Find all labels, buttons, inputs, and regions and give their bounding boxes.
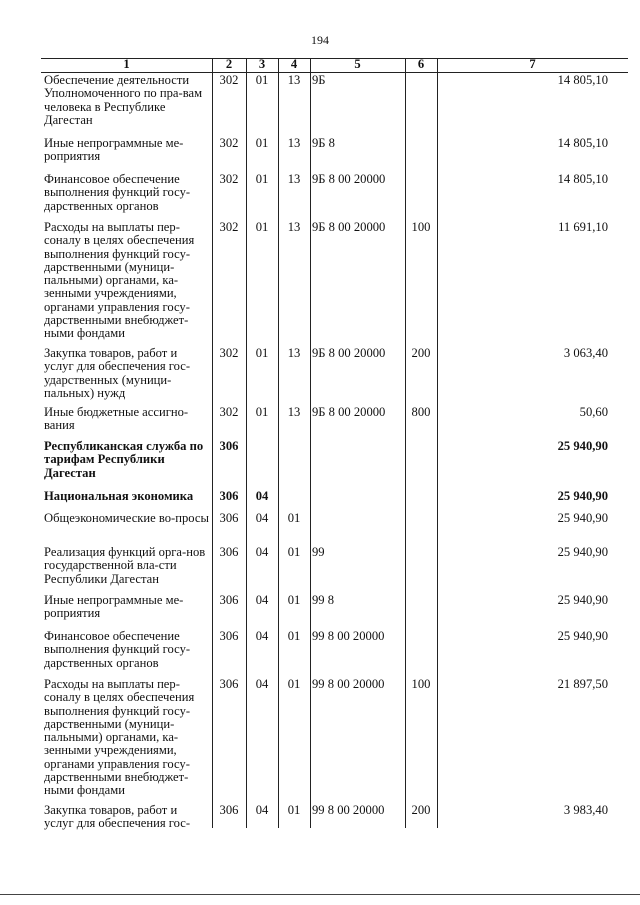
row-col-7: 25 940,90 [557,440,608,453]
row-col-5: 99 [312,546,325,559]
header-col-4: 4 [290,58,298,71]
row-col-2: 306 [219,546,239,559]
row-col-7: 25 940,90 [557,630,608,643]
budget-table-sheet [41,58,628,831]
row-name: Финансовое обеспечение выполнения функций госу-дарственных органов [44,173,191,213]
row-col-7: 3 983,40 [563,804,608,817]
row-col-2: 306 [219,804,239,817]
table-row [41,804,628,834]
row-col-2: 306 [219,440,239,453]
row-col-3: 01 [255,221,269,234]
row-col-5: 9Б 8 00 20000 [312,173,386,186]
row-col-7: 25 940,90 [557,594,608,607]
row-col-5: 9Б 8 00 20000 [312,221,386,234]
row-name: Иные непрограммные ме-роприятия [44,594,184,621]
row-col-6 [405,594,437,630]
table-row [41,512,628,546]
row-col-3 [246,440,278,490]
row-col-2: 302 [219,137,239,150]
row-col-4: 01 [287,512,301,525]
row-col-6 [405,440,437,490]
row-col-5: 99 8 00 20000 [312,804,385,817]
page-number: 194 [311,33,329,47]
row-col-6: 200 [411,804,431,817]
row-col-5: 9Б 8 00 20000 [312,347,386,360]
row-col-5: 99 8 00 20000 [312,678,385,691]
row-col-4: 13 [287,221,301,234]
row-col-6: 800 [411,406,431,419]
row-col-3: 01 [255,347,269,360]
row-col-4: 13 [287,347,301,360]
table-row [41,678,628,804]
row-col-6: 100 [411,221,431,234]
header-col-5: 5 [354,58,361,71]
row-col-7: 21 897,50 [557,678,608,691]
row-col-6 [405,630,437,678]
row-name: Закупка товаров, работ и услуг для обеспечения гос-ударственных (муници-пальных) нужд [44,347,191,400]
row-col-7: 50,60 [579,406,608,419]
row-col-6 [405,512,437,546]
row-col-4: 01 [287,804,301,817]
row-name: Обеспечение деятельности Уполномоченного по пра-вам человека в Республике Дагестан [44,73,203,127]
row-col-4 [278,440,310,490]
row-name: Расходы на выплаты пер-соналу в целях обеспечения выполнения функций госу-дарственными (муници-пальными) органами, ка-зенными учреждениями, органами управления госу-дарственными внебюджет-ными фондами [44,678,195,798]
row-name: Республиканская служба по тарифам Республики Дагестан [44,440,204,480]
table-row [41,546,628,594]
row-col-7: 3 063,40 [563,347,608,360]
page-bottom-rule [0,894,640,895]
row-name: Финансовое обеспечение выполнения функций госу-дарственных органов [44,630,191,670]
table-row [41,440,628,490]
row-name: Расходы на выплаты пер-соналу в целях обеспечения выполнения функций госу-дарственными (муници-пальными) органами, ка-зенными учреждениями, органами управления госу-дарственными внебюджет-ными фондами [44,221,195,341]
row-name: Реализация функций орга-нов государственной вла-сти Республики Дагестан [44,546,206,586]
row-name: Иные непрограммные ме-роприятия [44,137,184,164]
row-col-4: 13 [287,173,301,186]
row-col-5: 99 8 [312,594,335,607]
row-col-2: 306 [219,630,239,643]
table-row [41,221,628,347]
row-col-2: 302 [219,73,239,87]
table-row [41,347,628,406]
table-row [41,71,628,137]
table-header-row [41,58,628,71]
row-col-7: 14 805,10 [557,137,608,150]
row-col-3: 04 [255,546,269,559]
table-row [41,137,628,173]
row-col-5: 9Б 8 [312,137,335,150]
row-col-7: 14 805,10 [557,73,608,87]
row-col-2: 306 [219,594,239,607]
row-col-6: 200 [411,347,431,360]
row-col-2: 306 [219,490,239,503]
row-col-5: 9Б 8 00 20000 [312,406,386,419]
row-col-5 [310,490,405,512]
row-name: Закупка товаров, работ и услуг для обеспечения гос- [44,804,191,831]
row-col-2: 302 [219,221,239,234]
row-col-5: 9Б [312,73,326,87]
table-row [41,630,628,678]
row-col-5: 99 8 00 20000 [312,630,385,643]
row-col-7: 11 691,10 [558,221,608,234]
row-col-6 [405,546,437,594]
row-col-3: 04 [255,804,269,817]
table-row [41,406,628,440]
row-col-4: 13 [287,73,301,87]
header-col-1: 1 [123,58,130,71]
row-col-4: 13 [287,137,301,150]
row-name: Национальная экономика [44,490,194,503]
header-col-3: 3 [258,58,266,71]
row-col-5 [310,440,405,490]
row-col-3: 04 [255,490,269,503]
row-col-7: 25 940,90 [557,490,608,503]
row-col-2: 302 [219,406,239,419]
row-col-3: 04 [255,678,269,691]
header-col-6: 6 [417,58,425,71]
budget-table [41,58,628,834]
table-row [41,490,628,512]
row-col-2: 306 [219,512,239,525]
row-col-6: 100 [411,678,431,691]
row-col-2: 306 [219,678,239,691]
row-col-5 [310,512,405,546]
row-col-6 [405,173,437,221]
row-col-4: 13 [287,406,301,419]
row-col-2: 302 [219,347,239,360]
row-col-7: 25 940,90 [557,512,608,525]
row-col-4: 01 [287,594,301,607]
row-col-3: 01 [255,73,269,87]
row-name: Общеэкономические во-просы [44,512,209,525]
header-col-7: 7 [529,58,536,71]
row-col-6 [405,137,437,173]
row-col-3: 04 [255,630,269,643]
row-col-7: 14 805,10 [557,173,608,186]
row-col-4: 01 [287,630,301,643]
row-col-7: 25 940,90 [557,546,608,559]
row-name: Иные бюджетные ассигно-вания [44,406,189,433]
row-col-2: 302 [219,173,239,186]
row-col-4 [278,490,310,512]
row-col-6 [405,71,437,137]
row-col-3: 01 [255,173,269,186]
row-col-3: 01 [255,137,269,150]
row-col-3: 04 [255,512,269,525]
table-row [41,594,628,630]
row-col-3: 04 [255,594,269,607]
header-col-2: 2 [225,58,233,71]
row-col-4: 01 [287,546,301,559]
row-col-4: 01 [287,678,301,691]
row-col-3: 01 [255,406,269,419]
table-row [41,173,628,221]
row-col-6 [405,490,437,512]
